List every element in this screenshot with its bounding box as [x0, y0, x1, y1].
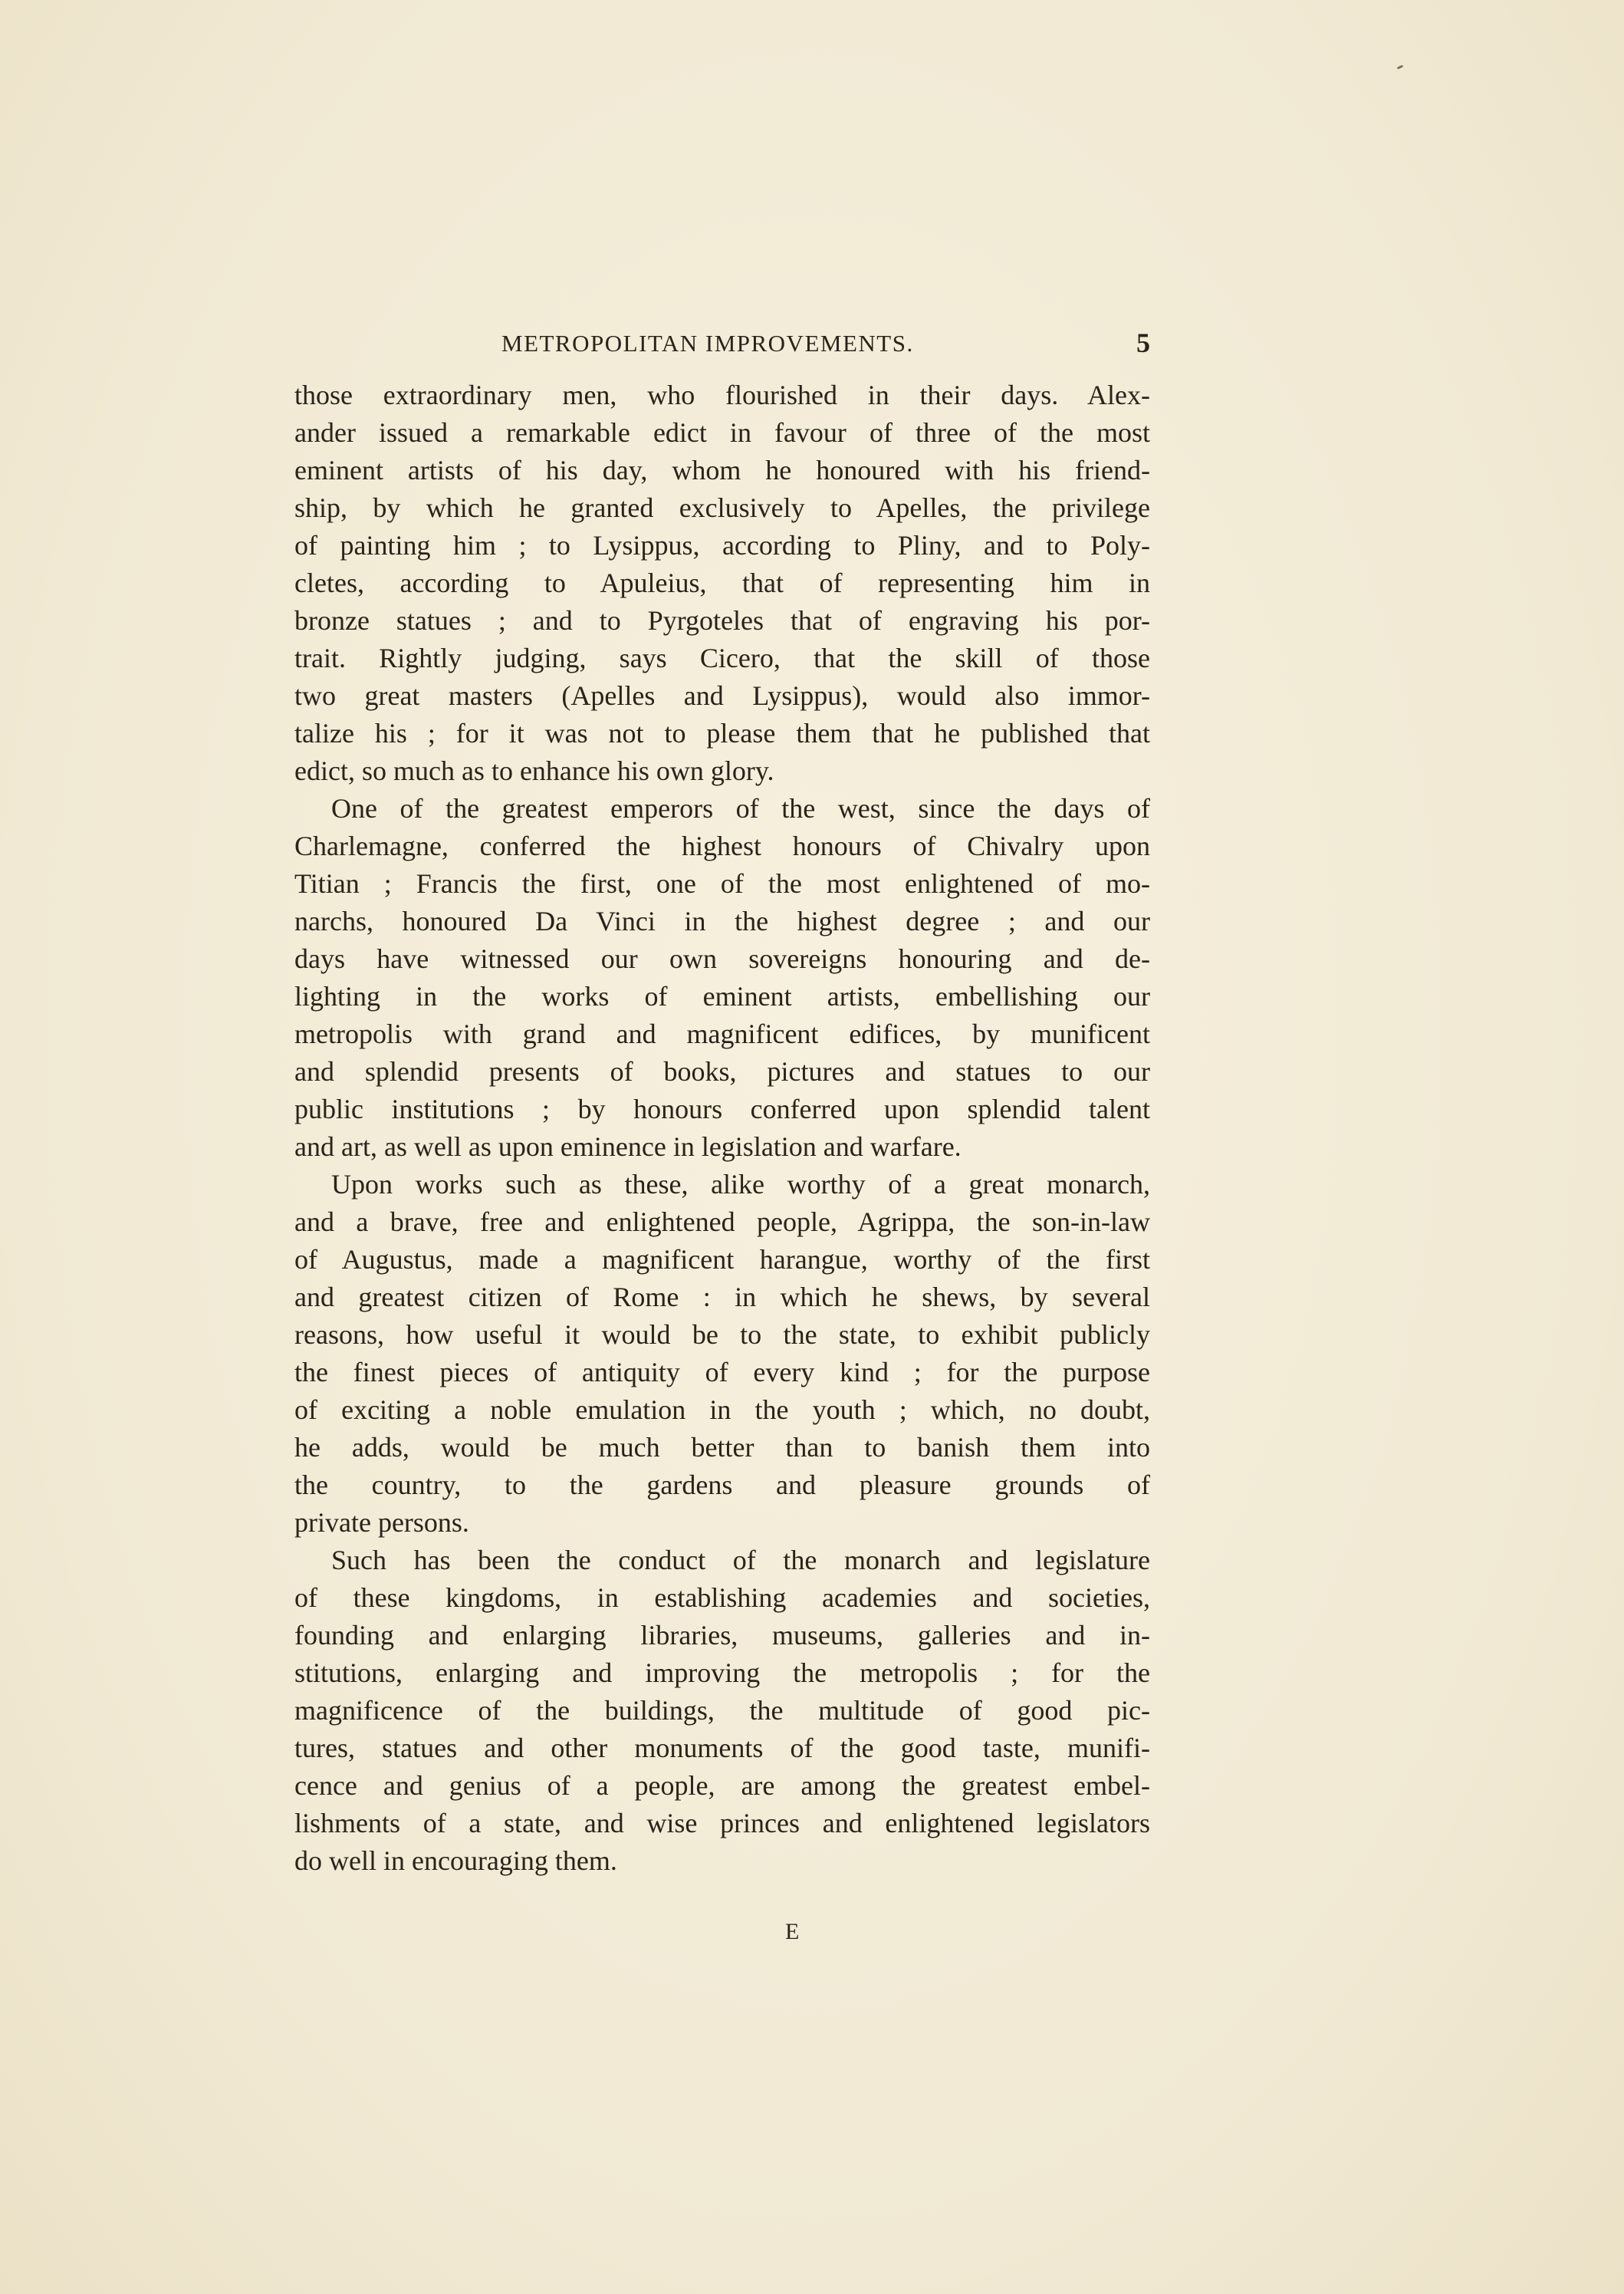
text-line: and splendid presents of books, pictures and statues to our	[294, 1056, 1150, 1087]
text-line: those extraordinary men, who flourished in their days. Alex-	[294, 380, 1150, 410]
text-line: talize his ; for it was not to please them that he published that	[294, 718, 1150, 749]
text-line: Upon works such as these, alike worthy of a great monarch,	[331, 1169, 1150, 1200]
text-line: of exciting a noble emulation in the youth ; which, no doubt,	[294, 1394, 1150, 1425]
text-line: cletes, according to Apuleius, that of representing him in	[294, 568, 1150, 598]
text-line: founding and enlarging libraries, museums, galleries and in-	[294, 1620, 1150, 1651]
text-line: stitutions, enlarging and improving the metropolis ; for the	[294, 1657, 1150, 1688]
text-line: and a brave, free and enlightened people, Agrippa, the son-in-law	[294, 1206, 1150, 1237]
text-line: two great masters (Apelles and Lysippus), would also immor-	[294, 680, 1150, 711]
text-line: of Augustus, made a magnificent harangue, worthy of the first	[294, 1244, 1150, 1275]
text-line: reasons, how useful it would be to the state, to exhibit publicly	[294, 1319, 1150, 1350]
paper-speck	[1397, 64, 1404, 69]
signature-mark: E	[785, 1919, 800, 1944]
text-line: the country, to the gardens and pleasure grounds of	[294, 1470, 1150, 1500]
text-line: metropolis with grand and magnificent edifices, by munificent	[294, 1019, 1150, 1049]
text-line: Charlemagne, conferred the highest honours of Chivalry upon	[294, 831, 1150, 861]
text-line: and greatest citizen of Rome : in which he shews, by several	[294, 1282, 1150, 1312]
text-line: edict, so much as to enhance his own glory.	[294, 755, 774, 786]
text-line: private persons.	[294, 1507, 469, 1538]
running-title: METROPOLITAN IMPROVEMENTS.	[501, 330, 914, 357]
text-line: trait. Rightly judging, says Cicero, that the skill of those	[294, 643, 1150, 673]
text-line: do well in encouraging them.	[294, 1845, 617, 1876]
text-line: One of the greatest emperors of the west, since the days of	[331, 793, 1150, 824]
text-line: narchs, honoured Da Vinci in the highest degree ; and our	[294, 906, 1150, 936]
text-line: the finest pieces of antiquity of every kind ; for the purpose	[294, 1357, 1150, 1387]
text-line: public institutions ; by honours conferred upon splendid talent	[294, 1094, 1150, 1124]
text-line: eminent artists of his day, whom he honoured with his friend-	[294, 455, 1150, 485]
page-number: 5	[1136, 327, 1150, 358]
text-line: of these kingdoms, in establishing academies and societies,	[294, 1582, 1150, 1613]
text-line: lighting in the works of eminent artists, embellishing our	[294, 981, 1150, 1012]
text-line: ship, by which he granted exclusively to Apelles, the privilege	[294, 492, 1150, 523]
text-line: days have witnessed our own sovereigns honouring and de-	[294, 943, 1150, 974]
text-line: ander issued a remarkable edict in favour of three of the most	[294, 417, 1150, 448]
text-line: and art, as well as upon eminence in legislation and warfare.	[294, 1131, 962, 1162]
running-head	[294, 327, 1150, 368]
text-line: Such has been the conduct of the monarch and legislature	[331, 1545, 1150, 1575]
text-line: tures, statues and other monuments of the good taste, munifi-	[294, 1733, 1150, 1763]
text-line: magnificence of the buildings, the multitude of good pic-	[294, 1695, 1150, 1726]
text-line: lishments of a state, and wise princes and enlightened legislators	[294, 1808, 1150, 1838]
text-line: Titian ; Francis the first, one of the most enlightened of mo-	[294, 868, 1150, 899]
text-line: he adds, would be much better than to banish them into	[294, 1432, 1150, 1463]
text-line: of painting him ; to Lysippus, according to Pliny, and to Poly-	[294, 530, 1150, 561]
body-text	[294, 377, 1150, 1880]
text-line: bronze statues ; and to Pyrgoteles that of engraving his por-	[294, 605, 1150, 636]
text-line: cence and genius of a people, are among the greatest embel-	[294, 1770, 1150, 1801]
